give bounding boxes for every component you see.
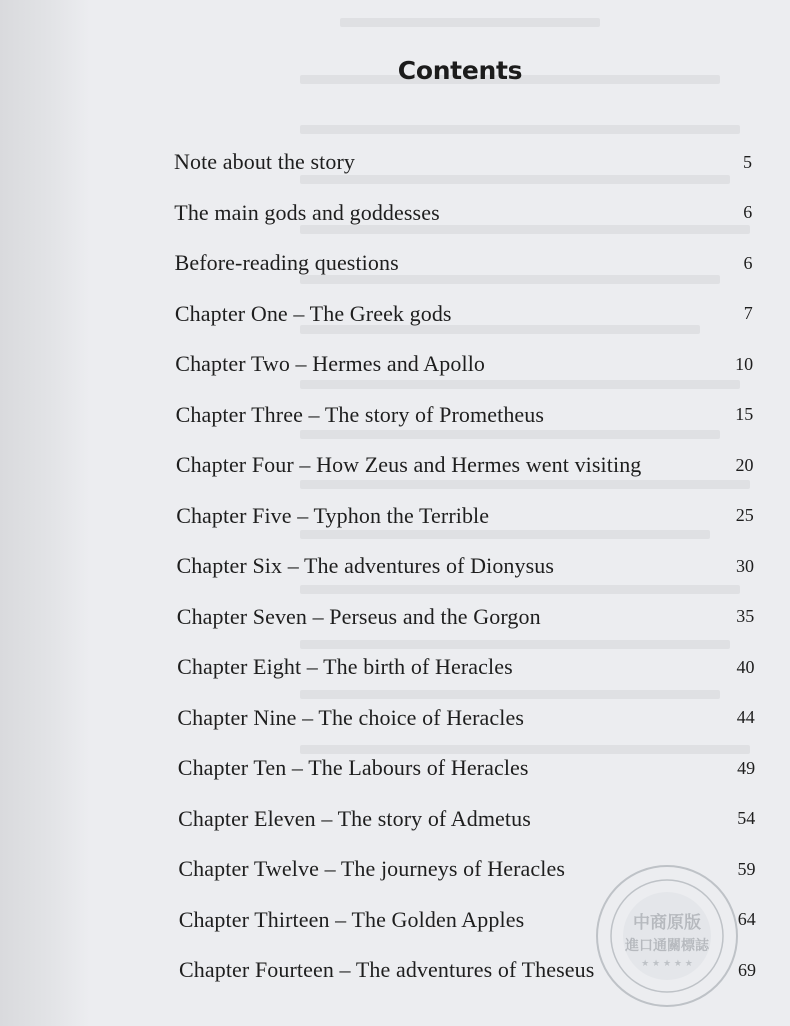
toc-entry[interactable]: [177, 551, 755, 581]
toc-entry-page: 54: [737, 808, 756, 828]
toc-entry-page: 6: [743, 252, 753, 273]
toc-entry-page: 7: [743, 303, 753, 323]
toc-entry[interactable]: [176, 400, 754, 430]
toc-entry[interactable]: [178, 804, 755, 834]
svg-text:★ ★ ★ ★ ★: ★ ★ ★ ★ ★: [641, 959, 693, 969]
import-seal-stamp: [593, 862, 741, 1010]
toc-entry-title: Chapter Six – The adventures of Dionysus: [176, 553, 555, 578]
toc-entry-title: Chapter Twelve – The journeys of Heracles: [178, 856, 566, 881]
toc-entry-title: The main gods and goddesses: [174, 199, 440, 225]
toc-entry-page: 15: [735, 404, 754, 424]
toc-entry-page: 10: [735, 353, 754, 374]
toc-entry[interactable]: [175, 299, 753, 329]
toc-entry-page: 30: [736, 555, 754, 576]
toc-entry-page: 64: [737, 909, 756, 929]
toc-entry-page: 20: [735, 454, 754, 475]
toc-entry-title: Chapter Nine – The choice of Heracles: [177, 704, 524, 730]
toc-entry-page: 35: [736, 606, 755, 626]
toc-entry-title: Chapter Eleven – The story of Admetus: [178, 805, 531, 831]
toc-entry-title: Chapter Ten – The Labours of Heracles: [177, 755, 529, 780]
toc-entry-title: Before-reading questions: [174, 250, 399, 275]
toc-entry-title: Chapter Two – Hermes and Apollo: [175, 351, 486, 376]
toc-entry-title: Chapter Four – How Zeus and Hermes went visiting: [175, 452, 642, 477]
toc-entry-page: 5: [743, 151, 752, 172]
toc-entry[interactable]: [176, 450, 754, 480]
toc-entry-title: Chapter Five – Typhon the Terrible: [176, 502, 490, 528]
toc-entry-page: 25: [735, 505, 754, 525]
toc-entry-page: 59: [737, 858, 756, 879]
toc-entry-title: Chapter One – The Greek gods: [174, 300, 452, 326]
toc-entry[interactable]: [176, 501, 754, 531]
toc-entry[interactable]: [174, 147, 752, 177]
toc-entry-page: 49: [737, 757, 756, 778]
toc-entry[interactable]: [175, 248, 753, 278]
toc-entry[interactable]: [174, 198, 752, 228]
toc-entry[interactable]: [177, 703, 754, 733]
toc-entry-page: 6: [743, 202, 753, 222]
toc-entry[interactable]: [175, 349, 753, 379]
toc-entry-title: Chapter Eight – The birth of Heracles: [177, 654, 513, 679]
toc-entry-title: Chapter Fourteen – The adventures of Theseus: [179, 957, 595, 982]
toc-entry[interactable]: [177, 652, 754, 682]
toc-entry[interactable]: [178, 753, 755, 783]
toc-entry-title: Chapter Thirteen – The Golden Apples: [178, 906, 525, 932]
toc-entry-title: Chapter Seven – Perseus and the Gorgon: [176, 603, 541, 629]
svg-text:進口通關標誌: 進口通關標誌: [625, 938, 709, 954]
toc-entry-page: 69: [738, 959, 756, 980]
toc-entry[interactable]: [177, 602, 754, 632]
page-title: Contents: [397, 56, 523, 85]
toc-entry-title: Chapter Three – The story of Prometheus: [175, 401, 545, 427]
toc-entry-page: 40: [736, 656, 755, 677]
svg-text:中商原版: 中商原版: [633, 913, 701, 933]
toc-entry-page: 44: [736, 707, 755, 727]
toc-entry-title: Note about the story: [174, 149, 356, 174]
